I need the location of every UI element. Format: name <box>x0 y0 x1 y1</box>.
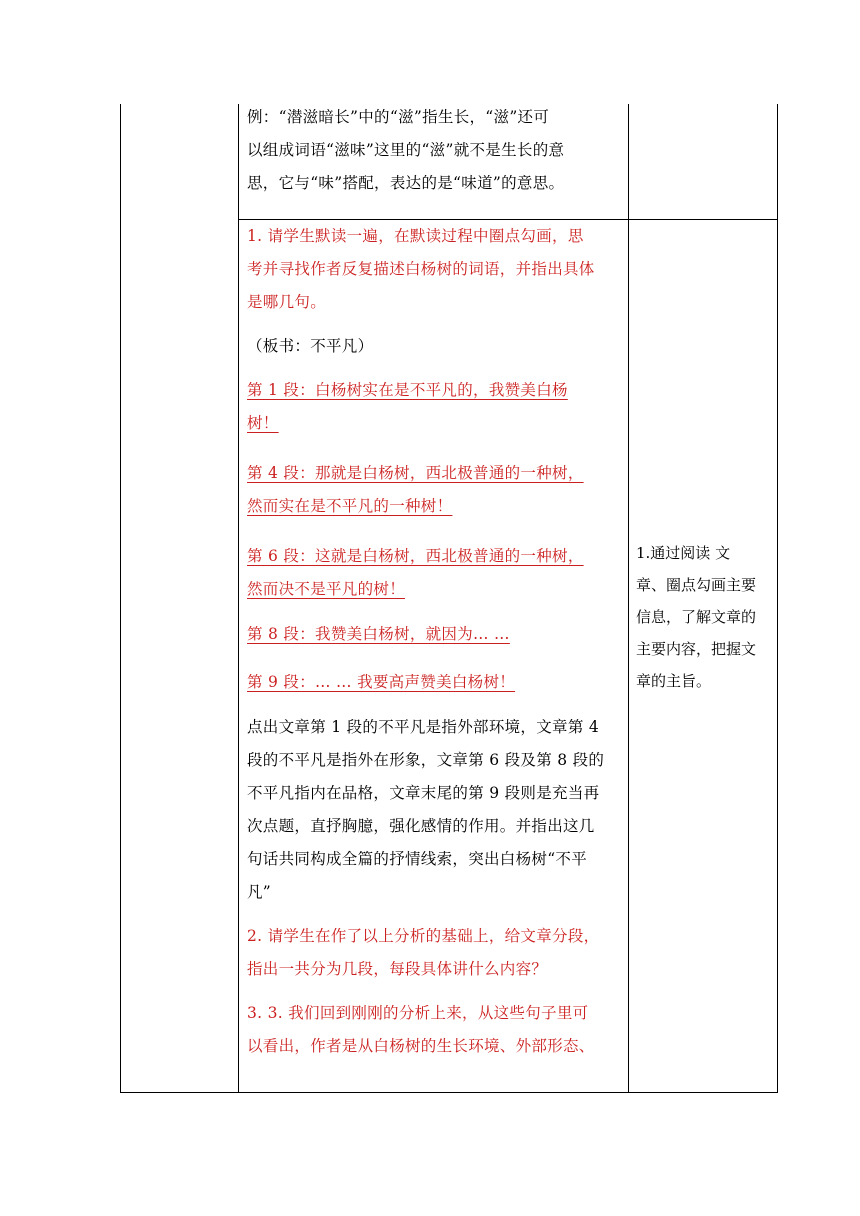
quote4-line-2: 然而实在是不平凡的一种树！ <box>247 497 453 515</box>
goal-line-4: 主要内容，把握文 <box>636 640 757 658</box>
analysis-line-3: 不平凡指内在品格，文章末尾的第 9 段则是充当再 <box>247 784 600 802</box>
analysis-line-1: 点出文章第 1 段的不平凡是指外部环境，文章第 4 <box>247 718 600 736</box>
analysis-line-5: 句话共同构成全篇的抒情线索，突出白杨树“不平 <box>247 850 588 868</box>
quote-paragraph-8 <box>247 618 627 651</box>
quote4-line-1: 第 4 段：那就是白杨树，西北极普通的一种树， <box>247 464 584 482</box>
step1-line-3: 是哪几句。 <box>247 293 327 311</box>
quote1-line-2: 树！ <box>247 414 279 432</box>
board-note: （板书：不平凡） <box>247 337 374 355</box>
step3-line-1: 3. 3. 我们回到刚刚的分析上来，从这些句子里可 <box>247 1004 589 1022</box>
step2-paragraph <box>247 920 627 986</box>
quote-paragraph-1 <box>247 374 627 440</box>
step3-line-2: 以看出，作者是从白杨树的生长环境、外部形态、 <box>247 1037 595 1055</box>
analysis-line-6: 凡” <box>247 883 272 901</box>
quote-paragraph-4 <box>247 457 627 523</box>
goal-cell <box>636 537 776 697</box>
step1-line-1: 1. 请学生默读一遍，在默读过程中圈点勾画，思 <box>247 227 584 245</box>
quote1-line-1: 第 1 段：白杨树实在是不平凡的，我赞美白杨 <box>247 381 568 399</box>
column-divider-1 <box>238 104 239 1093</box>
step2-line-2: 指出一共分为几段，每段具体讲什么内容？ <box>247 960 548 978</box>
quote8-line: 第 8 段：我赞美白杨树，就因为… … <box>247 625 510 643</box>
quote-paragraph-9 <box>247 666 627 699</box>
analysis-paragraph <box>247 711 627 909</box>
goal-line-5: 章的主旨。 <box>636 672 712 690</box>
quote9-line: 第 9 段：… … 我要高声赞美白杨树！ <box>247 673 516 691</box>
step3-paragraph <box>247 997 627 1063</box>
analysis-line-2: 段的不平凡是指外在形象，文章第 6 段及第 8 段的 <box>247 751 605 769</box>
quote6-line-1: 第 6 段：这就是白杨树，西北极普通的一种树， <box>247 547 584 565</box>
analysis-line-4: 次点题，直抒胸臆，强化感情的作用。并指出这几 <box>247 817 595 835</box>
row1-line-1: 例：“潜滋暗长”中的“滋”指生长，“滋”还可 <box>247 108 550 126</box>
step1-line-2: 考并寻找作者反复描述白杨树的词语，并指出具体 <box>247 260 595 278</box>
row1-line-3: 思，它与“味”搭配，表达的是“味道”的意思。 <box>247 174 565 192</box>
column-divider-2 <box>628 104 629 1093</box>
goal-line-2: 章、圈点勾画主要 <box>636 576 757 594</box>
row1-content-cell <box>247 101 627 200</box>
goal-line-3: 信息，了解文章的 <box>636 608 757 626</box>
row2-content-cell <box>247 220 627 1063</box>
goal-line-1: 1.通过阅读 文 <box>636 544 731 562</box>
quote6-line-2: 然而决不是平凡的树！ <box>247 580 406 598</box>
row1-line-2: 以组成词语“滋味”这里的“滋”就不是生长的意 <box>247 141 565 159</box>
step2-line-1: 2. 请学生在作了以上分析的基础上，给文章分段， <box>247 927 600 945</box>
quote-paragraph-6 <box>247 540 627 606</box>
step1-paragraph <box>247 220 627 319</box>
